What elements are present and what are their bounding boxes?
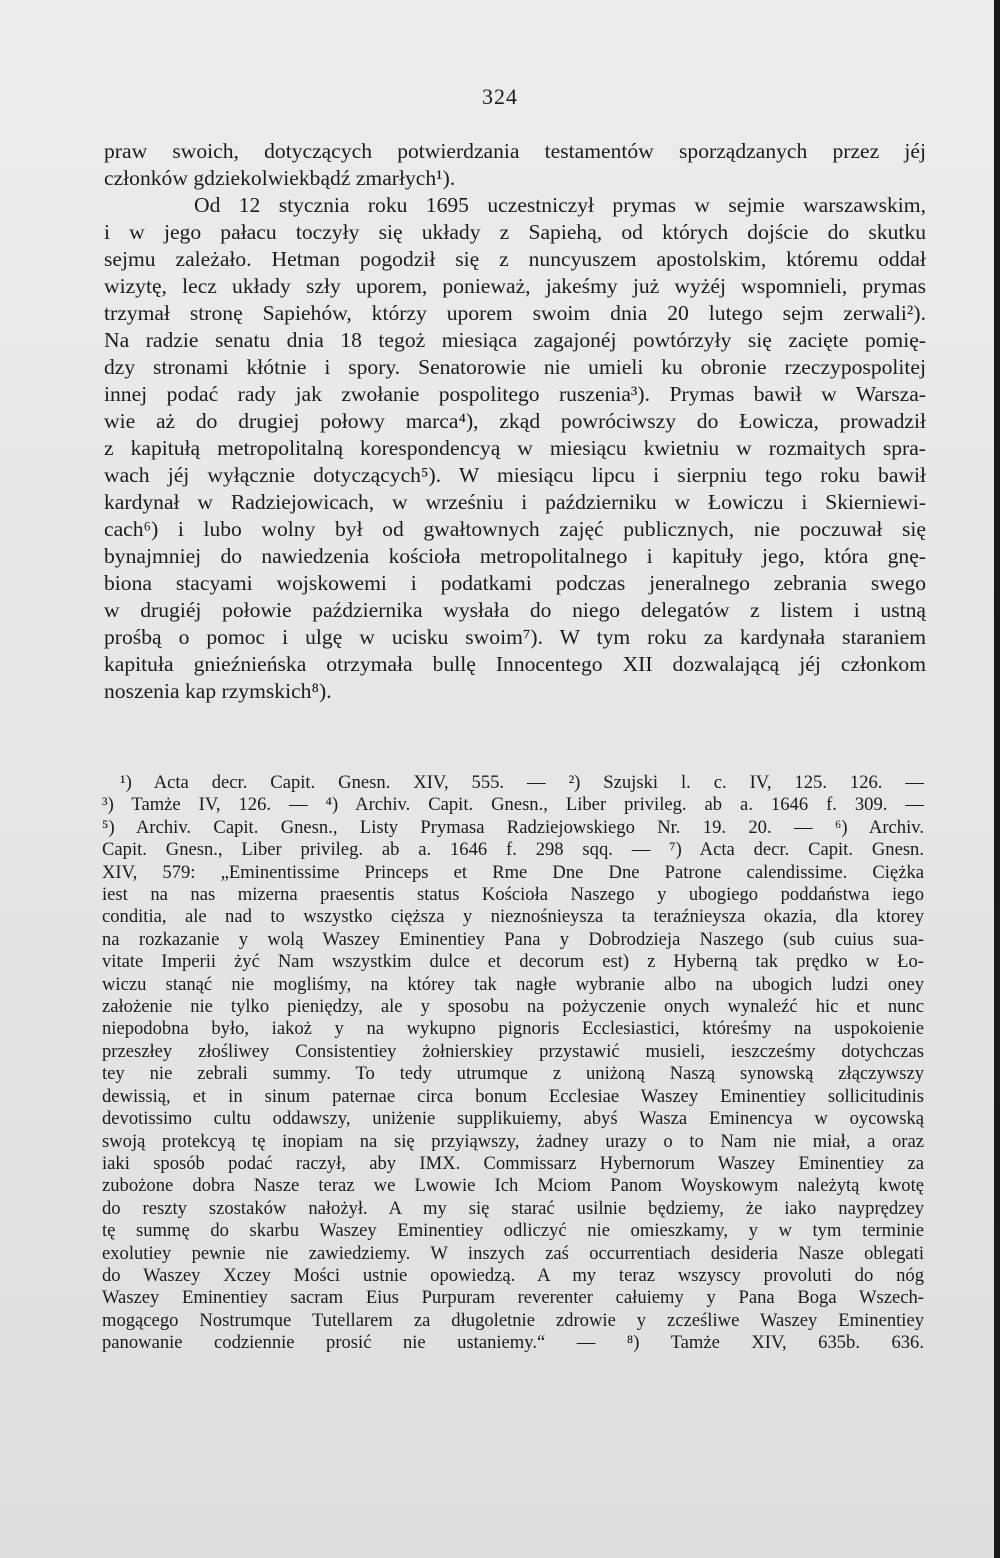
footnote-line: zubożone dobra Nasze teraz we Lwowie Ich Mciom Panom Woyskowym należytą kwotę: [102, 1175, 924, 1197]
footnote-line: tey nie zebrali summy. To tedy utrumque z uniżoną Naszą synowską złączywszy: [102, 1063, 924, 1085]
text-line: bynajmniej do nawiedzenia kościoła metropolitalnego i kapituły jego, która gnę-: [104, 544, 926, 568]
text-line: i w jego pałacu toczyły się układy z Sapiehą, od których dojście do skutku: [104, 220, 926, 244]
footnote-line: devotissimo cultu oddawszy, uniżenie supplikuiemy, abyś Wasza Eminencya w oycowską: [102, 1108, 924, 1130]
main-text: [104, 138, 926, 705]
footnote-line: iest na nas mizerna praesentis status Kościoła Naszego y ubogiego poddaństwa iego: [102, 884, 924, 906]
text-line: sejmu zależało. Hetman pogodził się z nuncyuszem apostolskim, któremu oddał: [104, 247, 926, 271]
page-edge-shadow: [994, 0, 1000, 1558]
footnote-line: vitate Imperii żyć Nam wszystkim dulce et decorum est) z Hyberną tak prędko w Ło-: [102, 951, 924, 973]
footnote-line: na rozkazanie y wolą Waszey Eminentiey Pana y Dobrodzieja Naszego (sub cuius sua-: [102, 928, 924, 950]
footnote-line: XIV, 579: „Eminentissime Princeps et Rme Dne Dne Patrone calendissime. Ciężka: [102, 861, 924, 883]
text-line: w drugiéj połowie października wysłała do niego delegatów z listem i ustną: [104, 598, 926, 622]
footnote-line: przeszłey złośliwey Consistentiey żołnierskiey przystawić musieli, ieszcześmy dotychczas: [102, 1040, 924, 1062]
footnote-line: założenie nie tylko pieniędzy, ale y sposobu na pożyczenie onych wynaleźć hic et nunc: [102, 996, 924, 1018]
text-line: biona stacyami wojskowemi i podatkami podczas jeneralnego zebrania swego: [104, 571, 926, 595]
text-line: noszenia kap rzymskich⁸).: [104, 679, 332, 703]
footnote-line: exolutiey pewnie nie zawiedziemy. W inszych zaś occurrentiach desideria Nasze oblegati: [102, 1242, 924, 1264]
footnote-line: niepodobna było, iakoż y na wykupno pignoris Ecclesiastici, któreśmy na uspokoienie: [102, 1018, 924, 1040]
text-line: kardynał w Radziejowicach, w wrześniu i październiku w Łowiczu i Skierniewi-: [104, 490, 926, 514]
text-line: dzy stronami kłótnie i spory. Senatorowie nie umieli ku obronie rzeczypospolitej: [104, 355, 926, 379]
footnote-line: dewissią, et in sinum paternae circa bonum Ecclesiae Waszey Eminentiey sollicitudinis: [102, 1085, 924, 1107]
text-line: z kapitułą metropolitalną korespondencyą w miesiącu kwietniu w rozmaitych spra-: [104, 436, 926, 460]
text-line: praw swoich, dotyczących potwierdzania testamentów sporządzanych przez jéj: [104, 139, 926, 163]
text-line: wizytę, lecz układy szły uporem, ponieważ, jakeśmy już wyżéj wspomnieli, prymas: [104, 274, 926, 298]
footnote-line: do reszty szostaków nałożył. A my się starać usilnie będziemy, że iako nayprędzey: [102, 1197, 924, 1219]
text-line: cach⁶) i lubo wolny był od gwałtownych zajęć publicznych, nie poczuwał się: [104, 517, 926, 541]
text-line: Na radzie senatu dnia 18 tegoż miesiąca zagajonéj powtórzyły się zacięte pomię-: [104, 328, 926, 352]
footnote-line: tę summę do skarbu Waszey Eminentiey odliczyć nie omieszkamy, y w tym terminie: [102, 1220, 924, 1242]
text-line: kapituła gnieźnieńska otrzymała bullę Innocentego XII dozwalającą jéj członkom: [104, 652, 926, 676]
text-line: członków gdziekolwiekbądź zmarłych¹).: [104, 166, 456, 190]
footnote-line: panowanie codziennie prosić nie ustaniemy.“ — ⁸) Tamże XIV, 635b. 636.: [102, 1332, 924, 1354]
footnote-line: ³) Tamże IV, 126. — ⁴) Archiv. Capit. Gnesn., Liber privileg. ab a. 1646 f. 309. —: [102, 794, 924, 816]
footnote-line: mogącego Nostrumque Tutellarem za długoletnie zdrowie y zcześliwe Waszey Eminentiey: [102, 1309, 924, 1331]
text-line: wie aż do drugiej połowy marca⁴), zkąd powróciwszy do Łowicza, prowadził: [104, 409, 926, 433]
page-number: 324: [482, 84, 518, 109]
footnote-line: Waszey Eminentiey sacram Eius Purpuram reverenter całuiemy y Pana Boga Wszech-: [102, 1287, 924, 1309]
footnotes: [102, 772, 924, 1355]
footnote-line: Capit. Gnesn., Liber privileg. ab a. 1646 f. 298 sqq. — ⁷) Acta decr. Capit. Gnesn.: [102, 839, 924, 861]
text-line: trzymał stronę Sapiehów, którzy uporem swoim dnia 20 lutego sejm zerwali²).: [104, 301, 926, 325]
text-line: wach jéj wyłącznie dotyczących⁵). W miesiącu lipcu i sierpniu tego roku bawił: [104, 463, 926, 487]
footnote-line: ¹) Acta decr. Capit. Gnesn. XIV, 555. — ²) Szujski l. c. IV, 125. 126. —: [120, 772, 924, 793]
text-line: innej podać rady jak zwołanie pospolitego ruszenia³). Prymas bawił w Warsza-: [104, 382, 926, 406]
footnote-line: do Waszey Xczey Mości ustnie opowiedzą. A my teraz wszyscy provoluti do nóg: [102, 1264, 924, 1286]
footnote-line: swoją protekcyą tę inopiam na się przyiąwszy, żadney urazy o to Nam nie miał, a oraz: [102, 1130, 924, 1152]
footnote-line: iaki sposób podać raczył, aby IMX. Commissarz Hybernorum Waszey Eminentiey za: [102, 1152, 924, 1174]
text-line: prośbą o pomoc i ulgę w ucisku swoim⁷). W tym roku za kardynała staraniem: [104, 625, 926, 649]
footnote-line: ⁵) Archiv. Capit. Gnesn., Listy Prymasa Radziejowskiego Nr. 19. 20. — ⁶) Archiv.: [102, 816, 924, 838]
text-line: Od 12 stycznia roku 1695 uczestniczył prymas w sejmie warszawskim,: [194, 193, 926, 217]
footnote-line: conditia, ale nad to wszystko cięższa y nieznośnieysza ta teraźnieysza okazia, dla ktorey: [102, 906, 924, 928]
footnote-line: wiczu stanąć nie mogliśmy, na którey tak nagłe wybranie albo na ubogich ludzi oney: [102, 973, 924, 995]
